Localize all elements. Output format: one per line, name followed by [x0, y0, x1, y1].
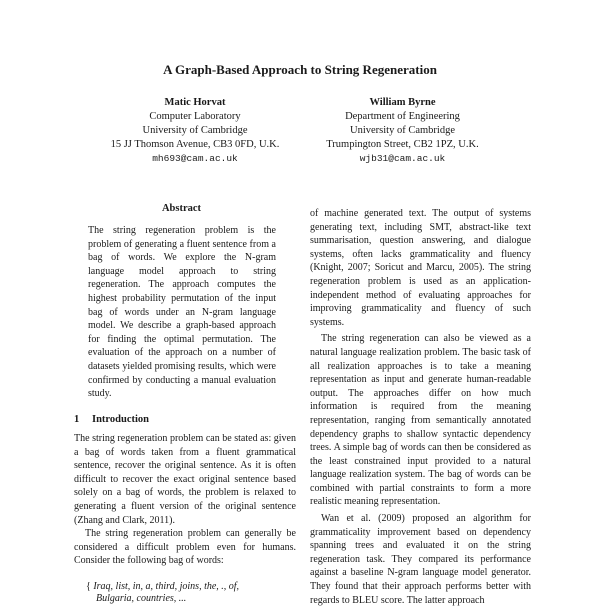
section-number: 1 [74, 414, 80, 425]
paragraph: The string regeneration can also be viewed as a natural language realization problem. The basic task of all realization approaches is to take a meaning representation as input and generate human-readable output. The approaches differ on how much information is required from the meaning representation, ranging from semantically annotated dependency graphs to shallow syntactic dependency trees. A simple bag of words can then be considered as the least constrained input provided to a natural language realization system. The bag of words can be combined with partial constraints to form a more realistic meaning representation. [310, 333, 531, 508]
author-email: wjb31@cam.ac.uk [359, 153, 446, 164]
bag-of-words-continued: Bulgaria, countries, ... [96, 593, 187, 604]
abstract-heading: Abstract [161, 203, 202, 214]
author-affiliation: Department of Engineering [345, 111, 460, 122]
author-name: Matic Horvat [164, 97, 226, 108]
bag-words: Iraq, list, in, a, third, joins, the, ., of, [93, 581, 240, 592]
paper-title: A Graph-Based Approach to String Regeneration [163, 62, 437, 77]
author-affiliation: University of Cambridge [142, 125, 248, 136]
abstract-text: The string regeneration problem is the problem of generating a fluent sentence from a bag of words. We explore the N-gram language model approach to string regeneration. The approach computes the highest probability permutation of the input bag of words under an N-gram language model. We describe a graph-based approach for finding the optimal permutation. The evaluation of the approach on a number of datasets yielded promising results, which were confirmed by conducting a manual evaluation study. [88, 225, 276, 400]
paragraph: Wan et al. (2009) proposed an algorithm for grammaticality improvement based on dependency spanning trees and evaluated it on the string regeneration task. They compared its performance against a baseline N-gram language model generator. They found that their approach performs better with regards to BLEU score. The latter approach [310, 513, 531, 606]
bag-brace: { [86, 581, 91, 592]
paragraph: The string regeneration problem can be stated as: given a bag of words taken from a fluent grammatical sentence, recover the original sentence. As it is often difficult to recover the exact original sentence based solely on a bag of words, the problem is relaxed to generating a fluent version of the original sentence (Zhang and Clark, 2011). [74, 433, 296, 526]
section-heading [74, 414, 149, 425]
right-column-body [310, 207, 531, 610]
paragraph: The string regeneration problem can generally be considered a difficult problem even for humans. Consider the following bag of words: [74, 528, 296, 567]
left-column-body [74, 432, 296, 568]
bag-of-words-example [86, 580, 301, 594]
author-address: Trumpington Street, CB2 1PZ, U.K. [326, 139, 479, 150]
author-email: mh693@cam.ac.uk [152, 153, 238, 164]
author-block-1 [95, 96, 295, 166]
author-name: William Byrne [369, 97, 436, 108]
author-affiliation: University of Cambridge [350, 125, 455, 136]
author-address: 15 JJ Thomson Avenue, CB3 0FD, U.K. [110, 139, 280, 150]
section-title: Introduction [92, 414, 149, 425]
author-block-2 [305, 96, 500, 166]
paragraph: of machine generated text. The output of systems generating text, including SMT, abstract-like text summarisation, question answering, and dialogue systems, often lacks grammaticality and fluency (Knight, 2007; Soricut and Marcu, 2005). The string regeneration problem is used as an application-independent method of evaluating approaches for improving grammaticality and fluency of such systems. [310, 208, 531, 328]
author-affiliation: Computer Laboratory [149, 111, 241, 122]
